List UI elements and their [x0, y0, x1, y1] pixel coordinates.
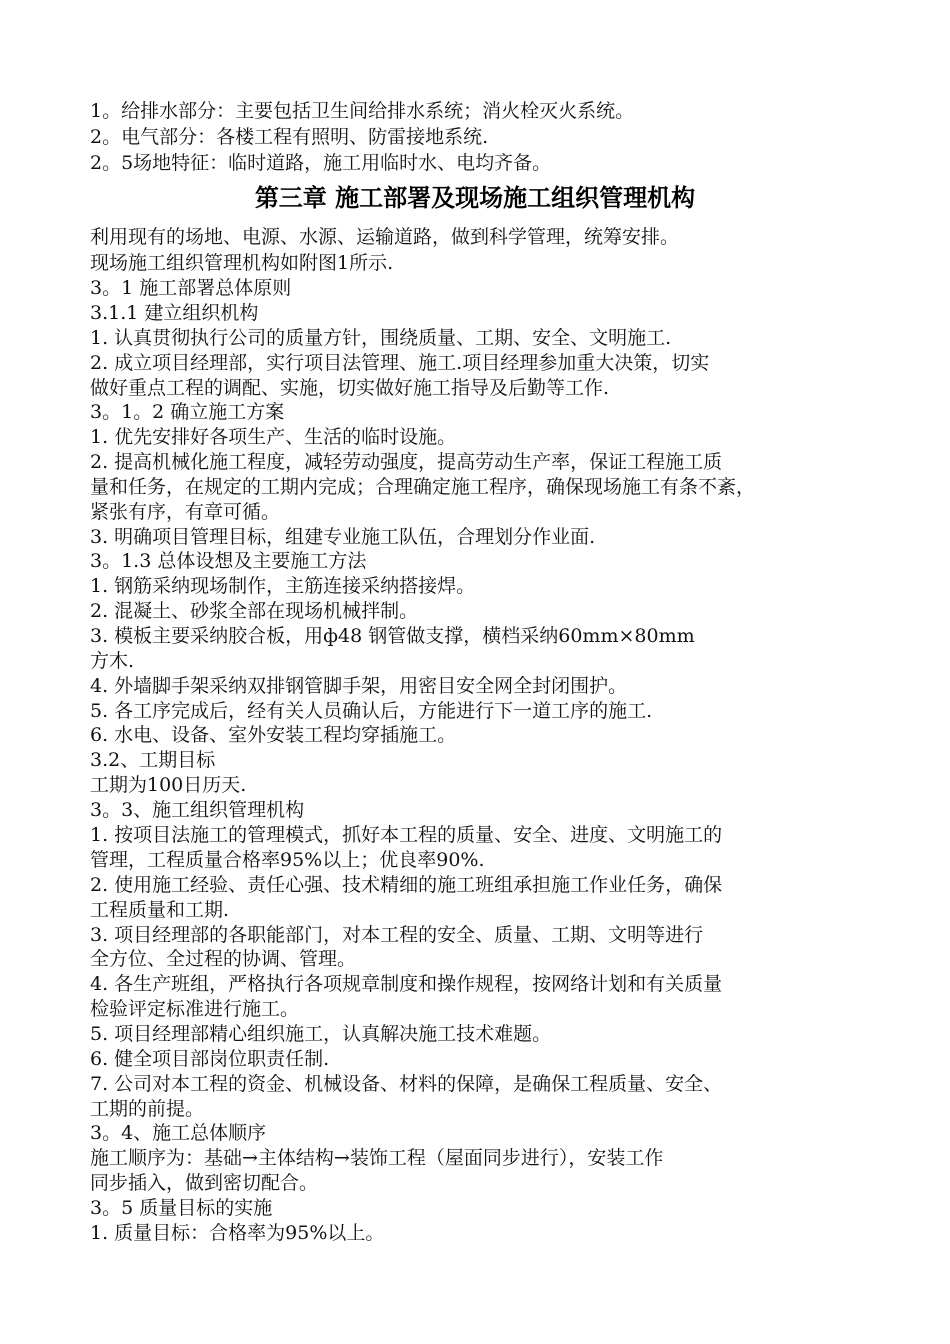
section-heading: 3.2、工期目标 — [90, 749, 216, 771]
section-heading: 3。1.3 总体设想及主要施工方法 — [90, 550, 367, 572]
text-line: 现场施工组织管理机构如附图1所示. — [90, 252, 394, 274]
text-line: 全方位、全过程的协调、管理。 — [90, 948, 357, 970]
text-line: 量和任务，在规定的工期内完成；合理确定施工程序，确保现场施工有条不紊， — [90, 476, 756, 498]
list-item: 5. 各工序完成后，经有关人员确认后，方能进行下一道工序的施工. — [90, 700, 653, 722]
list-item: 1. 认真贯彻执行公司的质量方针，围绕质量、工期、安全、文明施工. — [90, 327, 672, 349]
section-heading: 3.1.1 建立组织机构 — [90, 302, 259, 324]
text-line: 管理，工程质量合格率95%以上；优良率90%. — [90, 849, 485, 871]
list-item: 2. 使用施工经验、责任心强、技术精细的施工班组承担施工作业任务，确保 — [90, 874, 723, 896]
text-line: 施工顺序为：基础→主体结构→装饰工程（屋面同步进行），安装工作 — [90, 1147, 664, 1169]
text-line: 方木. — [90, 650, 135, 672]
list-item: 1. 钢筋采纳现场制作，主筋连接采纳搭接焊。 — [90, 575, 476, 597]
text-line: 检验评定标准进行施工。 — [90, 998, 300, 1020]
list-item: 4. 各生产班组，严格执行各项规章制度和操作规程，按网络计划和有关质量 — [90, 973, 723, 995]
list-item: 7. 公司对本工程的资金、机械设备、材料的保障，是确保工程质量、安全、 — [90, 1073, 723, 1095]
chapter-title: 第三章 施工部署及现场施工组织管理机构 — [254, 184, 696, 212]
list-item: 3. 项目经理部的各职能部门，对本工程的安全、质量、工期、文明等进行 — [90, 924, 704, 946]
section-heading: 3。1。2 确立施工方案 — [90, 401, 285, 423]
list-item: 6. 健全项目部岗位职责任制. — [90, 1048, 330, 1070]
text-line: 利用现有的场地、电源、水源、运输道路，做到科学管理，统筹安排。 — [90, 226, 680, 248]
list-item: 3. 模板主要采纳胶合板，用ф48 钢管做支撑，横档采纳60mm×80mm — [90, 625, 695, 647]
text-line: 工期为100日历天. — [90, 774, 247, 796]
list-item: 2. 混凝土、砂浆全部在现场机械拌制。 — [90, 600, 419, 622]
text-line: 2。电气部分：各楼工程有照明、防雷接地系统. — [90, 126, 489, 148]
list-item: 3. 明确项目管理目标，组建专业施工队伍，合理划分作业面. — [90, 526, 596, 548]
list-item: 4. 外墙脚手架采纳双排钢管脚手架，用密目安全网全封闭围护。 — [90, 675, 628, 697]
text-line: 1。给排水部分：主要包括卫生间给排水系统；消火栓灭火系统。 — [90, 100, 635, 122]
list-item: 2. 提高机械化施工程度，减轻劳动强度，提高劳动生产率，保证工程施工质 — [90, 451, 723, 473]
list-item: 1. 质量目标：合格率为95%以上。 — [90, 1222, 385, 1244]
list-item: 6. 水电、设备、室外安装工程均穿插施工。 — [90, 724, 457, 746]
text-line: 做好重点工程的调配、实施，切实做好施工指导及后勤等工作. — [90, 377, 610, 399]
text-line: 工期的前提。 — [90, 1098, 205, 1120]
list-item: 1. 优先安排好各项生产、生活的临时设施。 — [90, 426, 457, 448]
section-heading: 3。1 施工部署总体原则 — [90, 277, 292, 299]
section-heading: 3。5 质量目标的实施 — [90, 1197, 273, 1219]
list-item: 1. 按项目法施工的管理模式，抓好本工程的质量、安全、进度、文明施工的 — [90, 824, 723, 846]
section-heading: 3。3、施工组织管理机构 — [90, 799, 305, 821]
text-line: 工程质量和工期. — [90, 899, 230, 921]
section-heading: 3。4、施工总体顺序 — [90, 1122, 267, 1144]
text-line: 紧张有序，有章可循。 — [90, 501, 281, 523]
text-line: 同步插入，做到密切配合。 — [90, 1172, 319, 1194]
list-item: 5. 项目经理部精心组织施工，认真解决施工技术难题。 — [90, 1023, 552, 1045]
list-item: 2. 成立项目经理部，实行项目法管理、施工.项目经理参加重大决策，切实 — [90, 352, 710, 374]
text-line: 2。5场地特征：临时道路，施工用临时水、电均齐备。 — [90, 152, 552, 174]
